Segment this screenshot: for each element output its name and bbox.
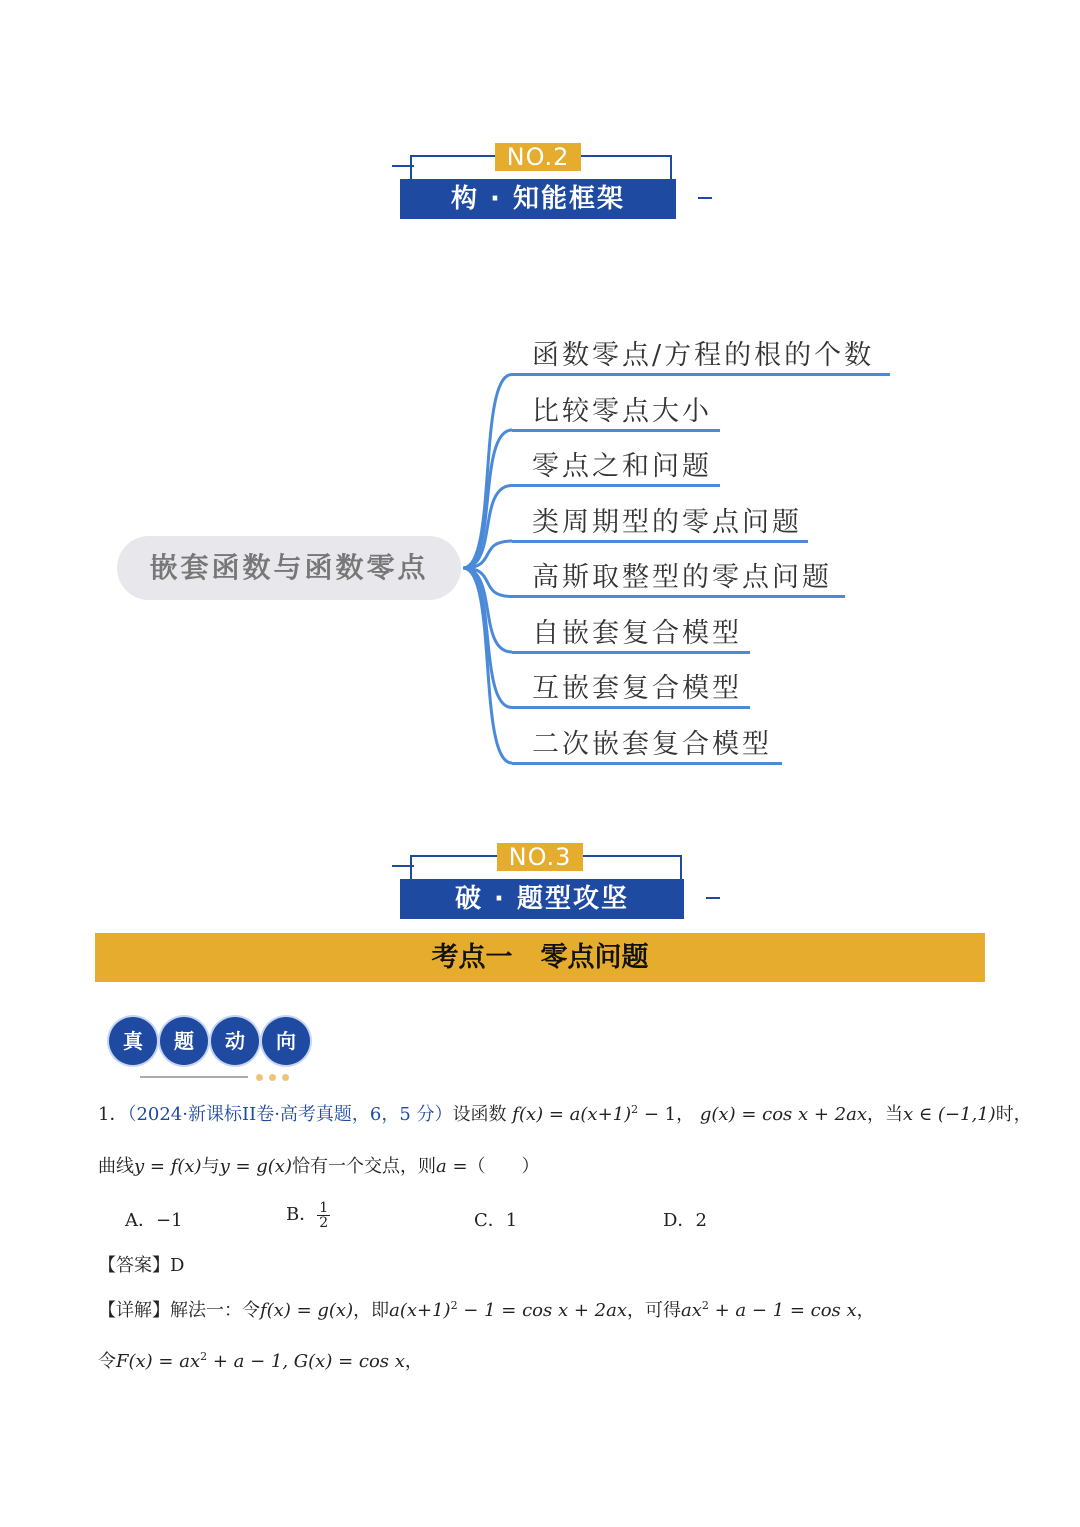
answer-line <box>98 1251 184 1277</box>
option-label: C． <box>474 1210 506 1231</box>
mindmap-underline <box>512 595 845 598</box>
math-exp: 2 <box>200 1350 208 1363</box>
option-c <box>474 1206 517 1232</box>
question-line-2 <box>98 1152 540 1178</box>
math-f-tail: − 1， <box>638 1104 695 1125</box>
math-eq4: F(x) = ax <box>116 1351 201 1372</box>
detail-line-1 <box>98 1296 875 1322</box>
fraction-denominator: 2 <box>319 1214 329 1231</box>
math-eq4-tail: + a − 1, G(x) = cos x <box>207 1351 405 1372</box>
question-text: 设函数 <box>452 1104 507 1125</box>
detail-text: 解法一：令 <box>170 1300 260 1321</box>
question-paren: （ ） <box>467 1156 540 1177</box>
question-number: 1． <box>98 1104 128 1125</box>
mindmap-connector <box>463 568 512 708</box>
option-value: 1 <box>505 1210 518 1231</box>
mindmap-underline <box>512 762 782 765</box>
detail-text: ，可得 <box>626 1300 681 1321</box>
option-b <box>286 1200 330 1230</box>
mindmap-connector <box>463 430 512 568</box>
math-eq3-tail: + a − 1 = cos x <box>708 1300 857 1321</box>
math-exp: 2 <box>701 1299 709 1312</box>
section-number: NO.2 <box>495 143 581 171</box>
kaodian-label: 考点一 <box>431 942 513 973</box>
detail-text: ， <box>856 1300 875 1321</box>
answer-label: 【答案】 <box>98 1255 170 1276</box>
mindmap-branch: 函数零点/方程的根的个数 <box>532 340 875 371</box>
question-line-1 <box>98 1100 1032 1126</box>
option-a <box>125 1206 183 1232</box>
decor-dot <box>282 1074 289 1081</box>
question-text: 与 <box>201 1156 220 1177</box>
option-fraction <box>317 1201 330 1230</box>
zhenti-badge: 动 <box>211 1017 259 1065</box>
option-value: 2 <box>695 1210 707 1231</box>
decor-dot <box>256 1074 263 1081</box>
math-cond: x ∈ (−1,1) <box>903 1104 996 1125</box>
question-text: 恰有一个交点，则 <box>291 1156 436 1177</box>
math-eq2-tail: − 1 = cos x + 2ax <box>457 1300 627 1321</box>
option-d <box>663 1206 707 1232</box>
mindmap-root: 嵌套函数与函数零点 <box>117 536 461 600</box>
section-title: 破 · 题型攻坚 <box>400 879 684 919</box>
question-text: 时， <box>995 1104 1032 1125</box>
math-eq1: f(x) = g(x) <box>260 1300 354 1321</box>
fraction-numerator: 1 <box>319 1199 329 1216</box>
math-curve-1: y = f(x) <box>134 1156 202 1177</box>
math-eq3: ax <box>680 1300 702 1321</box>
option-label: D． <box>663 1210 696 1231</box>
question-text: 曲线 <box>98 1156 134 1177</box>
math-exp: 2 <box>450 1299 458 1312</box>
mindmap-connector <box>463 375 512 569</box>
detail-line-2 <box>98 1347 423 1373</box>
zhenti-underline <box>140 1076 248 1078</box>
mindmap-underline <box>512 706 750 709</box>
option-label: B． <box>286 1204 318 1225</box>
mindmap-branch: 二次嵌套复合模型 <box>532 728 772 760</box>
question-source: （2024·新课标II卷·高考真题，6，5 分） <box>127 1104 453 1125</box>
mindmap-branch: 互嵌套复合模型 <box>532 673 742 704</box>
mindmap-branch: 比较零点大小 <box>532 395 712 427</box>
math-curve-2: y = g(x) <box>219 1156 292 1177</box>
math-a-eq: a = <box>435 1156 468 1177</box>
mindmap-branch: 零点之和问题 <box>532 451 712 482</box>
mindmap-underline <box>512 484 720 487</box>
zhenti-badge: 真 <box>109 1017 157 1065</box>
mindmap-underline <box>512 429 720 432</box>
zhenti-badge: 题 <box>160 1017 208 1065</box>
option-value: −1 <box>156 1210 183 1231</box>
mindmap-underline <box>512 651 750 654</box>
detail-label: 【详解】 <box>98 1300 170 1321</box>
kaodian-title: 零点问题 <box>540 942 649 973</box>
badge-tick <box>706 897 720 899</box>
mindmap-branch: 高斯取整型的零点问题 <box>532 562 832 593</box>
math-exp: 2 <box>631 1103 639 1116</box>
detail-text: 令 <box>98 1351 116 1372</box>
mindmap-underline <box>512 540 808 543</box>
math-g-def: g(x) = cos x + 2ax <box>699 1104 868 1125</box>
detail-text: ， <box>404 1351 423 1372</box>
mindmap-branch: 自嵌套复合模型 <box>532 617 742 649</box>
kaodian-banner <box>95 933 985 982</box>
section-header-no3 <box>400 843 700 923</box>
badge-tick <box>392 865 414 867</box>
answer-value: D <box>170 1255 185 1276</box>
math-f-def: f(x) = a(x+1) <box>512 1104 632 1125</box>
decor-dot <box>269 1074 276 1081</box>
mindmap-branch: 类周期型的零点问题 <box>532 506 802 538</box>
zhenti-badge: 向 <box>262 1017 310 1065</box>
section-title: 构 · 知能框架 <box>400 179 676 219</box>
mindmap-underline <box>512 373 890 376</box>
option-label: A． <box>125 1210 156 1231</box>
section-number: NO.3 <box>497 843 583 871</box>
question-text: ，当 <box>867 1104 904 1125</box>
detail-text: ，即 <box>353 1300 390 1321</box>
math-eq2: a(x+1) <box>389 1300 451 1321</box>
